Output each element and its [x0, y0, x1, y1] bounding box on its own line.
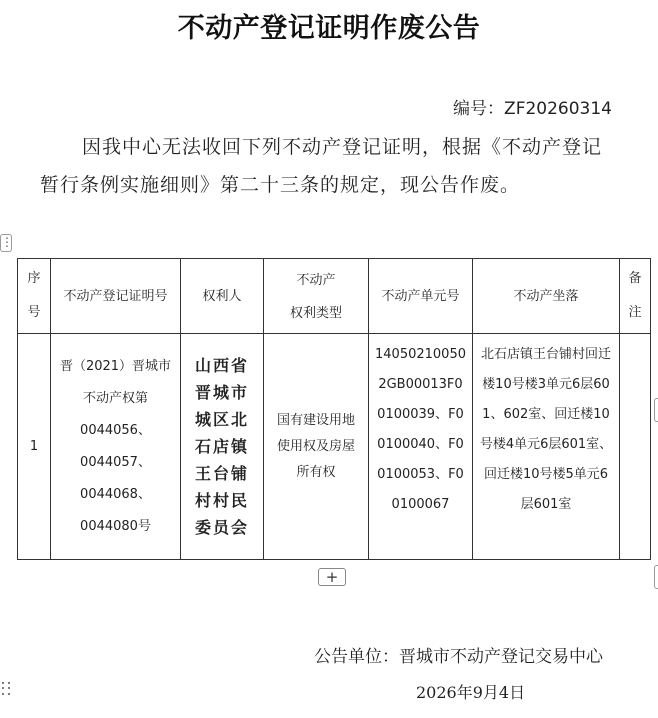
table-row [18, 334, 651, 560]
header-type-line2: 权利类型 [289, 306, 342, 321]
table-header-row [18, 259, 651, 334]
drag-grip-icon[interactable] [2, 682, 12, 696]
header-remark-line2: 注 [628, 305, 642, 320]
header-remark-line1: 备 [628, 271, 642, 286]
header-cert: 不动产登记证明号 [51, 259, 181, 334]
header-seq-line2: 号 [27, 305, 41, 320]
header-unit: 不动产单元号 [369, 259, 473, 334]
header-seq-line1: 序 [27, 271, 41, 286]
certificate-table [17, 258, 651, 560]
header-remark [620, 259, 651, 334]
document-number: 编号：ZF20260314 [453, 99, 612, 119]
issuing-organization: 公告单位：晋城市不动产登记交易中心 [314, 647, 603, 667]
table-move-handle[interactable]: ⋮ [0, 234, 12, 252]
cell-seq: 1 [18, 334, 51, 560]
right-edge-handle[interactable] [654, 398, 658, 422]
document-title: 不动产登记证明作废公告 [177, 13, 481, 44]
announcement-paragraph: 因我中心无法收回下列不动产登记证明，根据《不动产登记暂行条例实施细则》第二十三条的规定，现公告作废。 [40, 136, 603, 196]
cell-remark [620, 334, 651, 560]
right-edge-handle-lower[interactable] [654, 565, 658, 589]
header-type [264, 259, 369, 334]
header-type-line1: 不动产 [296, 273, 336, 288]
cell-unit-number: 140502100502GB00013F00100039、F00100040、F00100053、F00100067 [369, 334, 473, 560]
header-holder: 权利人 [181, 259, 264, 334]
add-row-button[interactable]: + [318, 568, 346, 586]
cell-right-type: 国有建设用地使用权及房屋所有权 [264, 334, 369, 560]
cell-holder: 山西省晋城市城区北石店镇王台铺村村民委员会 [181, 334, 264, 560]
header-location: 不动产坐落 [473, 259, 620, 334]
header-seq [18, 259, 51, 334]
announcement-date: 2026年9月4日 [416, 683, 526, 702]
cell-cert-number: 晋（2021）晋城市不动产权第0044056、0044057、0044068、0044080号 [51, 334, 181, 560]
cell-location: 北石店镇王台铺村回迁楼10号楼3单元6层601、602室、回迁楼10号楼4单元6层601室、回迁楼10号楼5单元6层601室 [473, 334, 620, 560]
